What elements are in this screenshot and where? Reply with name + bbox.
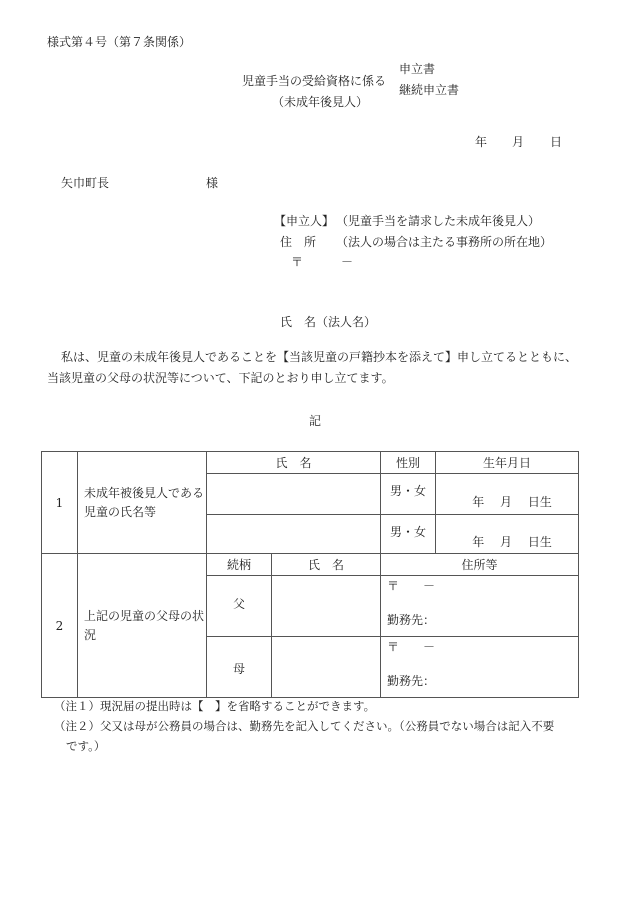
- father-workplace-label: 勤務先：: [387, 613, 436, 627]
- document-subtitle: （未成年後見人）: [272, 95, 369, 109]
- declaration-table: [41, 451, 579, 698]
- addressee-honorific: 様: [206, 176, 219, 190]
- relation-mother: 母: [207, 637, 272, 698]
- child-sex-option-2[interactable]: 男・女: [381, 515, 436, 554]
- title-option-continued-application: 継続申立書: [399, 83, 460, 97]
- child-sex-option-1[interactable]: 男・女: [381, 474, 436, 515]
- mother-address-field[interactable]: [381, 637, 579, 698]
- relation-header: 続柄: [207, 554, 272, 576]
- applicant-label-note: （児童手当を請求した未成年後見人）: [336, 214, 541, 228]
- applicant-name-label: 氏 名（法人名）: [280, 315, 377, 329]
- postal-dash: －: [341, 255, 354, 269]
- address-header: 住所等: [381, 554, 579, 576]
- document-title: 児童手当の受給資格に係る: [242, 74, 387, 88]
- child-name-field-2[interactable]: [207, 515, 381, 554]
- date-year-label: 年: [475, 135, 488, 149]
- address-label: 住 所: [280, 235, 317, 249]
- addressee-name: 矢巾町長: [61, 176, 110, 190]
- ward-children-label: 未成年被後見人である児童の氏名等: [78, 452, 207, 554]
- child-name-header: 氏 名: [207, 452, 381, 474]
- note-2-line-2: です。）: [66, 739, 106, 753]
- child-name-field-1[interactable]: [207, 474, 381, 515]
- ki-heading: 記: [309, 414, 322, 428]
- child-birthdate-field-2[interactable]: 年 月 日生: [436, 515, 579, 554]
- statement-line-1: 私は、児童の未成年後見人であることを【当該児童の戸籍抄本を添えて】申し立てるとともに、: [61, 350, 578, 364]
- address-note: （法人の場合は主たる事務所の所在地）: [336, 235, 553, 249]
- father-name-field[interactable]: [272, 576, 381, 637]
- row-number-1: 1: [42, 452, 78, 554]
- statement-line-2: 当該児童の父母の状況等について、下記のとおり申し立てます。: [47, 371, 394, 385]
- father-address-field[interactable]: [381, 576, 579, 637]
- relation-father: 父: [207, 576, 272, 637]
- mother-name-field[interactable]: [272, 637, 381, 698]
- sex-header: 性別: [381, 452, 436, 474]
- title-option-application: 申立書: [399, 62, 436, 76]
- note-1: （注１）現況届の提出時は【 】を省略することができます。: [54, 699, 376, 713]
- mother-postal-line: 〒 －: [387, 640, 436, 654]
- child-birthdate-field-1[interactable]: 年 月 日生: [436, 474, 579, 515]
- parents-status-label: 上記の児童の父母の状況: [78, 554, 207, 698]
- parent-name-header: 氏 名: [272, 554, 381, 576]
- applicant-label: 【申立人】: [274, 214, 335, 228]
- note-2-line-1: （注２）父又は母が公務員の場合は、勤務先を記入してください。（公務員でない場合は記入不要: [54, 719, 555, 733]
- form-number: 様式第４号（第７条関係）: [47, 35, 192, 49]
- mother-workplace-label: 勤務先：: [387, 674, 436, 688]
- date-day-label: 日: [550, 135, 563, 149]
- father-postal-line: 〒 －: [387, 579, 436, 593]
- birthdate-header: 生年月日: [436, 452, 579, 474]
- row-number-2: 2: [42, 554, 78, 698]
- date-month-label: 月: [512, 135, 525, 149]
- postal-mark: 〒: [291, 255, 304, 269]
